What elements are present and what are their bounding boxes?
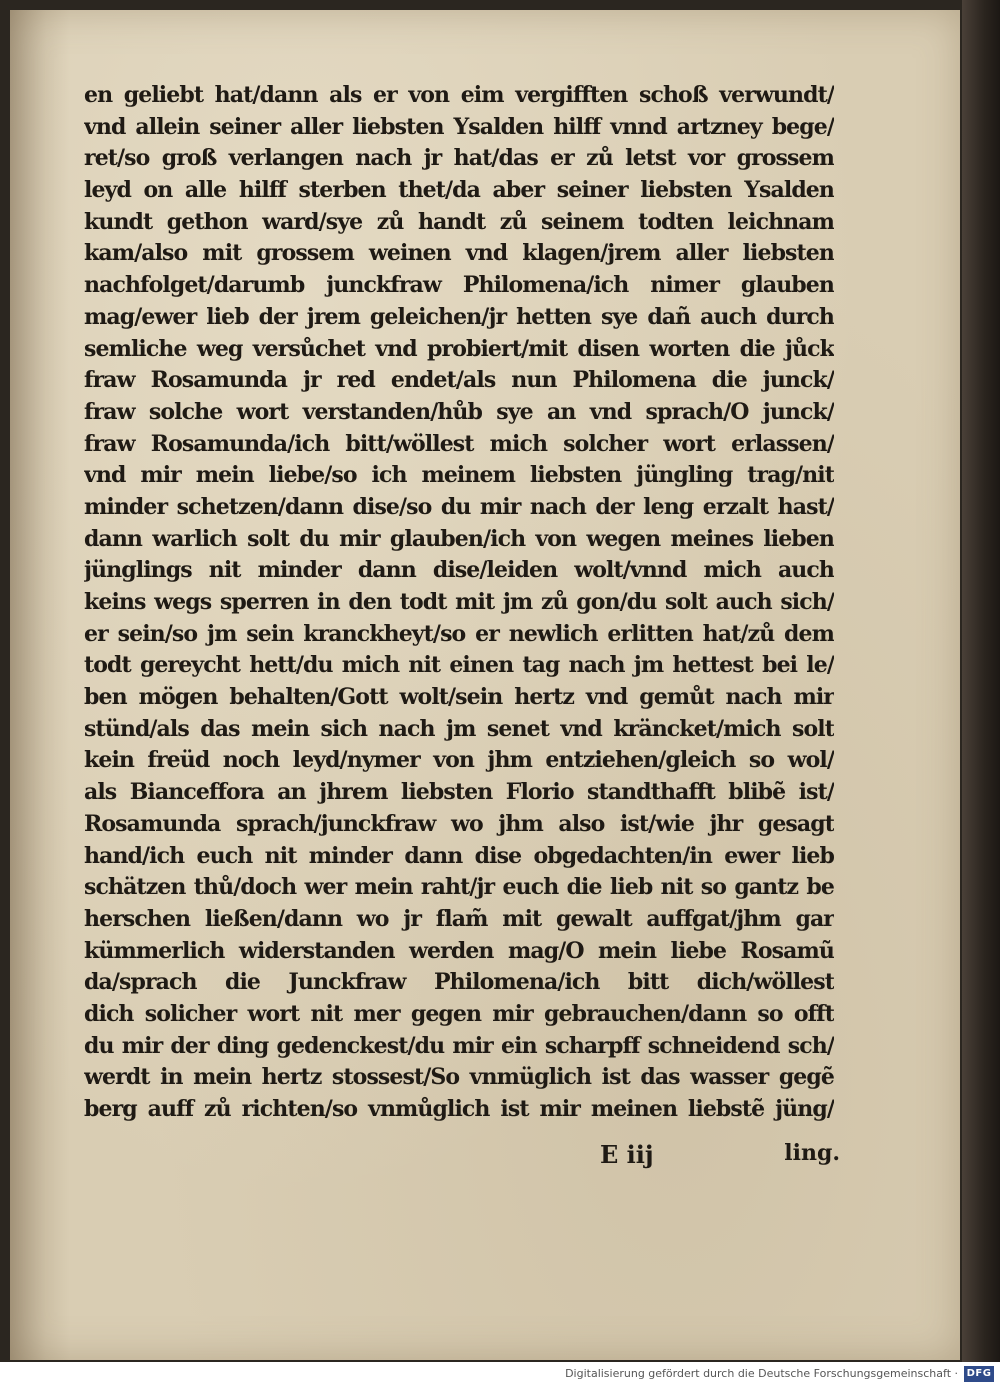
text-line: dich solicher wort nit mer gegen mir gebrauchen/dann so offt [84,1000,834,1027]
book-board-edge [962,0,1000,1362]
text-line: als Bianceffora an jhrem liebsten Florio standthafft blibẽ ist/ [84,779,834,806]
page-text-block [84,80,834,1126]
text-line: en geliebt hat/dann als er von eim vergifften schoß verwundt/ [84,82,834,108]
page-foot-row [600,1140,840,1176]
text-line: werdt in mein hertz stossest/So vnmüglich ist das wasser gegẽ [84,1064,834,1091]
catchword: ling. [784,1140,840,1166]
text-line: vnd mir mein liebe/so ich meinem liebsten jüngling trag/nit [84,462,834,489]
signature-mark: E iij [600,1140,654,1169]
text-line: hand/ich euch nit minder dann dise obgedachten/in ewer lieb [84,842,834,869]
text-line: fraw Rosamunda/ich bitt/wöllest mich solcher wort erlassen/ [84,430,834,457]
footer-bar [0,1362,1000,1388]
text-line: stünd/als das mein sich nach jm senet vnd kräncket/mich solt [84,715,834,742]
text-line: semliche weg versůchet vnd probiert/mit disen worten die jůck [84,335,834,362]
text-line: kam/also mit grossem weinen vnd klagen/jrem aller liebsten [84,240,834,267]
dfg-logo: DFG [964,1366,994,1382]
text-line: jünglings nit minder dann dise/leiden wolt/vnnd mich auch [84,557,834,584]
text-line: todt gereycht hett/du mich nit einen tag nach jm hettest bei le/ [84,652,834,679]
text-line: da/sprach die Junckfraw Philomena/ich bitt dich/wöllest [84,969,834,996]
text-line: fraw Rosamunda jr red endet/als nun Philomena die junck/ [84,367,834,394]
text-line: herschen ließen/dann wo jr flam̃ mit gewalt auffgat/jhm gar [84,905,834,932]
text-line: kundt gethon ward/sye zů handt zů seinem todten leichnam [84,208,834,235]
text-line: vnd allein seiner aller liebsten Ysalden hilff vnnd artzney bege/ [84,113,834,140]
page-gutter-shadow [10,10,70,1360]
text-line: dann warlich solt du mir glauben/ich von wegen meines lieben [84,525,834,552]
text-line: minder schetzen/dann dise/so du mir nach der leng erzalt hast/ [84,493,834,520]
text-line: schätzen thů/doch wer mein raht/jr euch die lieb nit so gantz be [84,874,834,901]
text-line: ben mögen behalten/Gott wolt/sein hertz vnd gemůt nach mir [84,684,834,711]
text-line: er sein/so jm sein kranckheyt/so er newlich erlitten hat/zů dem [84,620,834,647]
text-line: leyd on alle hilff sterben thet/da aber seiner liebsten Ysalden [84,177,834,204]
text-line: kein freüd noch leyd/nymer von jhm entziehen/gleich so wol/ [84,747,834,774]
text-line: berg auff zů richten/so vnmůglich ist mir meinen liebstẽ jüng/ [84,1096,834,1122]
text-line: keins wegs sperren in den todt mit jm zů gon/du solt auch sich/ [84,589,834,615]
text-line: nachfolget/darumb junckfraw Philomena/ich nimer glauben [84,272,834,299]
text-line: ret/so groß verlangen nach jr hat/das er zů letst vor grossem [84,145,834,172]
text-line: fraw solche wort verstanden/hůb sye an vnd sprach/O junck/ [84,398,834,425]
text-line: mag/ewer lieb der jrem geleichen/jr hetten sye dañ auch durch [84,303,834,330]
funding-credit: Digitalisierung gefördert durch die Deutsche Forschungsgemeinschaft · [565,1367,958,1380]
text-line: du mir der ding gedenckest/du mir ein scharpff schneidend sch/ [84,1032,834,1059]
text-line: Rosamunda sprach/junckfraw wo jhm also ist/wie jhr gesagt [84,810,834,837]
text-line: kümmerlich widerstanden werden mag/O mein liebe Rosamũ [84,937,834,964]
